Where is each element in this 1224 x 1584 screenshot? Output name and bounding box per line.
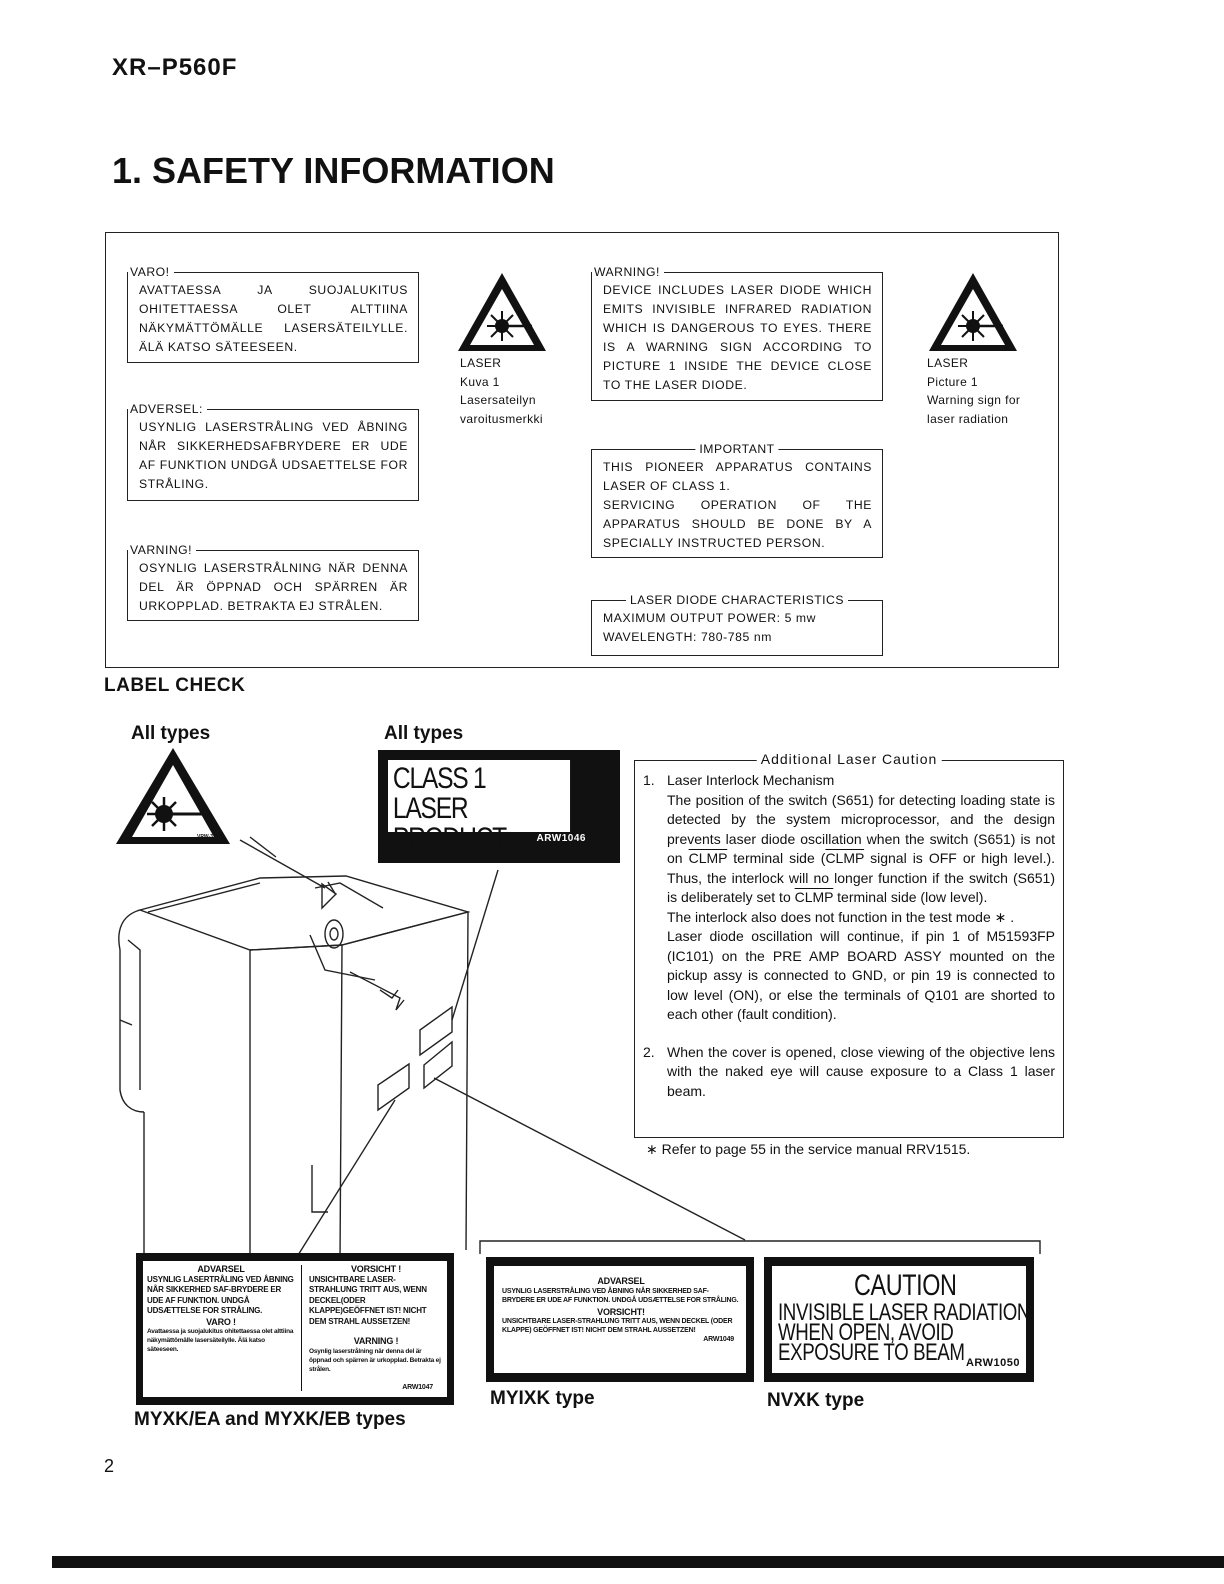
text-run: terminal side (low level). <box>833 889 988 905</box>
label-heading: VORSICHT! <box>597 1306 645 1317</box>
caption-line: Warning sign for <box>927 393 1021 407</box>
all-types-label: All types <box>131 723 211 744</box>
nvxk-caution-label <box>764 1257 1034 1382</box>
text-run: terminal side ( <box>727 850 826 866</box>
important-box <box>591 442 883 558</box>
item-number: 2. <box>643 1043 655 1060</box>
caution-legend: Additional Laser Caution <box>757 751 942 767</box>
class-line1: CLASS 1 <box>392 762 486 795</box>
test-mode-paragraph: The interlock also does not function in the test mode ∗ . <box>667 908 1015 925</box>
text-run: signal is OFF or high level.). Thus, the interlock will no longer function if the switch (S651) is deliberately set to <box>667 850 1056 905</box>
item-body <box>667 1043 1055 1102</box>
laser-warning-symbol-icon <box>454 269 550 355</box>
symbol-code: VRW-379 <box>197 834 219 840</box>
reference-note: ∗ Refer to page 55 in the service manual RRV1515. <box>646 1141 971 1157</box>
warning-text: DEVICE INCLUDES LASER DIODE WHICH EMITS INVISIBLE INFRARED RADIATION WHICH IS DANGEROUS TO EYES. THERE IS A WARNING SIGN ACCORDING TO PICTURE 1 INSIDE THE DEVICE CLOSE TO THE LASER DIODE. <box>603 283 872 392</box>
label-heading: VORSICHT ! <box>350 1264 401 1274</box>
important-legend: IMPORTANT <box>695 441 778 457</box>
myixk-text <box>502 1276 740 1346</box>
myxk-warning-label <box>136 1253 454 1405</box>
myixk-label-body <box>494 1266 746 1373</box>
label-heading: VARNING ! <box>353 1336 399 1346</box>
caution-line: WHEN OPEN, AVOID <box>778 1319 954 1346</box>
caution-item <box>643 1043 1055 1102</box>
item-body <box>667 771 1055 1025</box>
additional-laser-caution-box <box>634 751 1064 1138</box>
varo-text: AVATTAESSA JA SUOJALUKITUS OHITETTAESSA OLET ALTTIINA NÄKYMÄTTÖMÄLLE LASERSÄTEILYLLE. ÄLÄ KATSO SÄTEESEEN. <box>139 283 408 354</box>
safety-panel <box>105 232 1059 668</box>
label-code: ARW1047 <box>402 1383 433 1391</box>
warning-legend: WARNING! <box>592 264 664 280</box>
label-heading: VARO ! <box>206 1316 236 1327</box>
myxk-left-column <box>147 1264 295 1354</box>
bracket-line <box>478 1238 1044 1256</box>
myixk-type-caption: MYIXK type <box>490 1388 595 1409</box>
label-text: USYNLIG LASERTRÅLING VED ÅBNING NÅR SIKKERHED SAF-BRYDERE ER UDE AF FUNKTION. UNDGÅ UDSÆTTELSE FOR STRÅLING. <box>147 1274 294 1315</box>
item-number: 1. <box>643 772 655 788</box>
caution-line: EXPOSURE TO BEAM <box>778 1339 965 1366</box>
label-text: Osynlig laserstrålning när denna del är öppnad och spärren är urkopplad. Betrakta ej strålen. <box>309 1347 441 1373</box>
caption-line: LASER <box>927 356 969 370</box>
text-run: The position of the switch (S651) for detecting loading state is detected by the system microprocessor, and the design prevents laser diode oscillation when the switch (S651) is not on <box>667 791 1055 866</box>
caption-line: varoitusmerkki <box>460 411 543 426</box>
adversel-text: USYNLIG LASERSTRÅLING VED ÅBNING NÅR SIKKERHEDSAFBRYDERE ER UDE AF FUNKTION UNDGÅ UDSAETTELSE FOR STRÅLING. <box>139 420 408 491</box>
page-title: 1. SAFETY INFORMATION <box>112 150 555 191</box>
label-code: ARW1049 <box>703 1336 734 1343</box>
label-text: USYNLIG LASERSTRÅLING VED ÅBNING NÅR SIKKERHED SAF-BRYDERE ER UDE AF FUNKTION. UNDGÅ UDSÆTTELSE FOR STRÅLING. <box>502 1287 739 1304</box>
caption-line: Lasersateilyn <box>460 393 536 407</box>
varning-warning-box <box>127 543 419 621</box>
caution-list <box>643 771 1055 1101</box>
myxk-type-caption: MYXK/EA and MYXK/EB types <box>134 1409 406 1430</box>
caption-line: Kuva 1 <box>460 374 500 389</box>
cover-paragraph: When the cover is opened, close viewing of the objective lens with the naked eye will cause exposure to a Class 1 laser beam. <box>667 1043 1055 1099</box>
clmp-signal: CLMP <box>688 850 728 866</box>
label-text: Avattaessa ja suojalukitus ohitettaessa olet alttiina näkymättömälle lasersäteilylle. Älä katso säteeseen. <box>147 1328 294 1353</box>
all-types-label: All types <box>384 723 464 744</box>
important-line2: SERVICING OPERATION OF THE APPARATUS SHOULD BE DONE BY A SPECIALLY INSTRUCTED PERSON. <box>603 498 872 550</box>
class-line2: LASER PRODUCT <box>392 792 506 855</box>
model-number: XR–P560F <box>112 54 238 81</box>
bottom-rule <box>52 1556 1224 1568</box>
finnish-laser-caption <box>460 354 543 428</box>
english-warning-box <box>591 265 883 401</box>
varo-legend: VARO! <box>128 264 174 280</box>
item-title: Laser Interlock Mechanism <box>667 772 835 788</box>
nvxk-type-caption: NVXK type <box>767 1390 865 1411</box>
diode-legend: LASER DIODE CHARACTERISTICS <box>626 592 848 608</box>
important-line1: THIS PIONEER APPARATUS CONTAINS LASER OF CLASS 1. <box>603 460 872 493</box>
page-number: 2 <box>104 1456 115 1476</box>
varo-warning-box <box>127 265 419 363</box>
laser-warning-symbol-icon <box>925 269 1021 355</box>
diode-wavelength: WAVELENGTH: 780-785 nm <box>603 630 772 644</box>
caption-line: Picture 1 <box>927 374 978 389</box>
label-heading: ADVARSEL <box>597 1276 645 1286</box>
clmp-signal: CLMP <box>794 889 834 905</box>
interlock-paragraph <box>667 791 1055 908</box>
myxk-label-body <box>143 1261 447 1397</box>
caution-heading: CAUTION <box>854 1269 957 1302</box>
nvxk-label-body <box>772 1266 1031 1373</box>
caption-line: LASER <box>460 356 502 370</box>
myxk-right-column <box>309 1264 443 1374</box>
clmp-signal: CLMP <box>825 850 865 866</box>
diode-power: MAXIMUM OUTPUT POWER: 5 mw <box>603 611 817 625</box>
adversel-warning-box <box>127 402 419 501</box>
oscillation-paragraph: Laser diode oscillation will continue, if pin 1 of M51593FP (IC101) on the PRE AMP BOARD ASSY mounted on the pickup assy is connected to GND, or pin 19 is connected to low level (ON), or else the terminals of Q101 are shorted to each other (fault condition). <box>667 928 1055 1022</box>
label-text: UNSICHTBARE LASER-STRAHLUNG TRITT AUS, WENN DECKEL (ODER KLAPPE) GEÖFFNET IST! NICHT DEM STRAHL AUSSETZEN! <box>502 1318 733 1334</box>
label-check-heading: LABEL CHECK <box>104 675 246 696</box>
caption-line: laser radiation <box>927 411 1009 426</box>
caution-item <box>643 771 1055 1025</box>
varning-legend: VARNING! <box>128 542 196 558</box>
label-text: UNSICHTBARE LASER-STRAHLUNG TRITT AUS, WENN DECKEL(ODER KLAPPE)GEÖFFNET IST! NICHT DEM STRAHL AUSSETZEN! <box>309 1274 427 1326</box>
class-label-code: ARW1046 <box>536 833 586 844</box>
varning-text: OSYNLIG LASERSTRÅLNING NÄR DENNA DEL ÄR ÖPPNAD OCH SPÄRREN ÄR URKOPPLAD. BETRAKTA EJ STRÅLEN. <box>139 561 408 613</box>
english-laser-caption <box>927 354 1020 428</box>
label-heading: ADVARSEL <box>197 1264 245 1274</box>
label-code: ARW1050 <box>965 1357 1020 1369</box>
laser-diode-characteristics-box <box>591 593 883 656</box>
caution-line: INVISIBLE LASER RADIATION <box>778 1299 1031 1326</box>
myixk-warning-label <box>486 1257 754 1382</box>
adversel-legend: ADVERSEL: <box>128 401 207 417</box>
